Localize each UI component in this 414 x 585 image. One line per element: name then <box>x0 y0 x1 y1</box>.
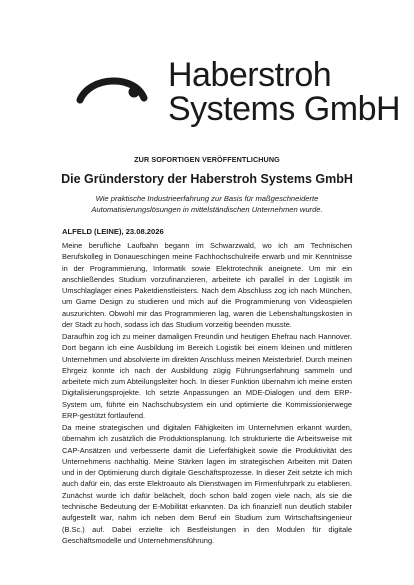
dateline: ALFELD (LEINE), 23.08.2026 <box>62 227 164 236</box>
document-subtitle: Wie praktische Industrieerfahrung zur Basis für maßgeschneiderte Automatisierungslösungen in mittelständischen Unternehmen wurde. <box>91 194 323 214</box>
logo-line-1: Haberstroh <box>168 56 332 94</box>
release-label: ZUR SOFORTIGEN VERÖFFENTLICHUNG <box>134 155 280 164</box>
body-paragraph-1: Meine berufliche Laufbahn begann im Schwarzwald, wo ich am Technischen Berufskolleg in Donaueschingen meine Fachhochschulreife erwarb und mir Kenntnisse in der Programmierung, Informatik sowie Elektrotechnik aneignete. Um mir ein anschließendes Studium vorzufinanzieren, arbeitete ich parallel in der Logistik im Umschlaglager eines Paketdienstleisters. Nach dem Abschluss zog ich nach München, um Game Design zu studieren und mich auf die Programmierung von Videospielen auszurichten. Obwohl mir das Programmieren lag, waren die Lebenshaltungskosten in der Stadt zu hoch, sodass ich das Studium vorzeitig beenden musste. <box>62 241 352 330</box>
body-paragraph-3: Da meine strategischen und digitalen Fähigkeiten im Unternehmen erkannt wurden, übernahm ich zusätzlich die Produktionsplanung. Ich strukturierte die Arbeitsweise mit CAP-Ansätzen und verbesserte damit die Lieferfähigkeit sowie die Produktivität des Unternehmens nachhaltig. Meine Stärken lagen im strategischen Arbeiten mit Daten und in der Optimierung durch digitale Geschäftsprozesse. In dieser Zeit setzte ich mich auch dafür ein, das erste Elektroauto als Dienstwagen im Firmenfuhrpark zu etablieren. Zunächst wurde ich dafür belächelt, doch schon bald zogen viele nach, als sie die technische Bedeutung der E-Mobilität erkannten. Da ich finanziell nun deutlich stabiler aufgestellt war, nahm ich neben dem Beruf ein Studium zum Wirtschaftsingenieur (B.Sc.) auf. Dabei erzielte ich Bestleistungen in den Modulen für digitale Geschäftsmodelle und Unternehmensführung. <box>62 423 352 545</box>
body-paragraph-2: Daraufhin zog ich zu meiner damaligen Freundin und heutigen Ehefrau nach Hannover. Dort begann ich eine Ausbildung im Bereich Logistik bei einem kleinen und mittleren Unternehmen und absolvierte im direkten Anschluss meinen Meisterbrief. Durch meinen Ehrgeiz konnte ich nach der Ausbildung zügig Führungserfahrung sammeln und arbeitete mich zum Abteilungsleiter hoch. In dieser Funktion übernahm ich meine ersten Digitalisierungsprojekte. Ich setzte Anpassungen an MDE-Dialogen und dem ERP-System um, führte ein Nachschubsystem ein und optimierte die Kommissionierwege ERP-gestützt fortlaufend. <box>62 332 352 421</box>
logo-wordmark <box>168 58 400 126</box>
logo-line-2: Systems GmbH <box>168 90 401 128</box>
document-title: Die Gründerstory der Haberstroh Systems GmbH <box>61 172 353 186</box>
company-logo <box>74 56 401 128</box>
logo-mark-icon <box>74 72 156 112</box>
